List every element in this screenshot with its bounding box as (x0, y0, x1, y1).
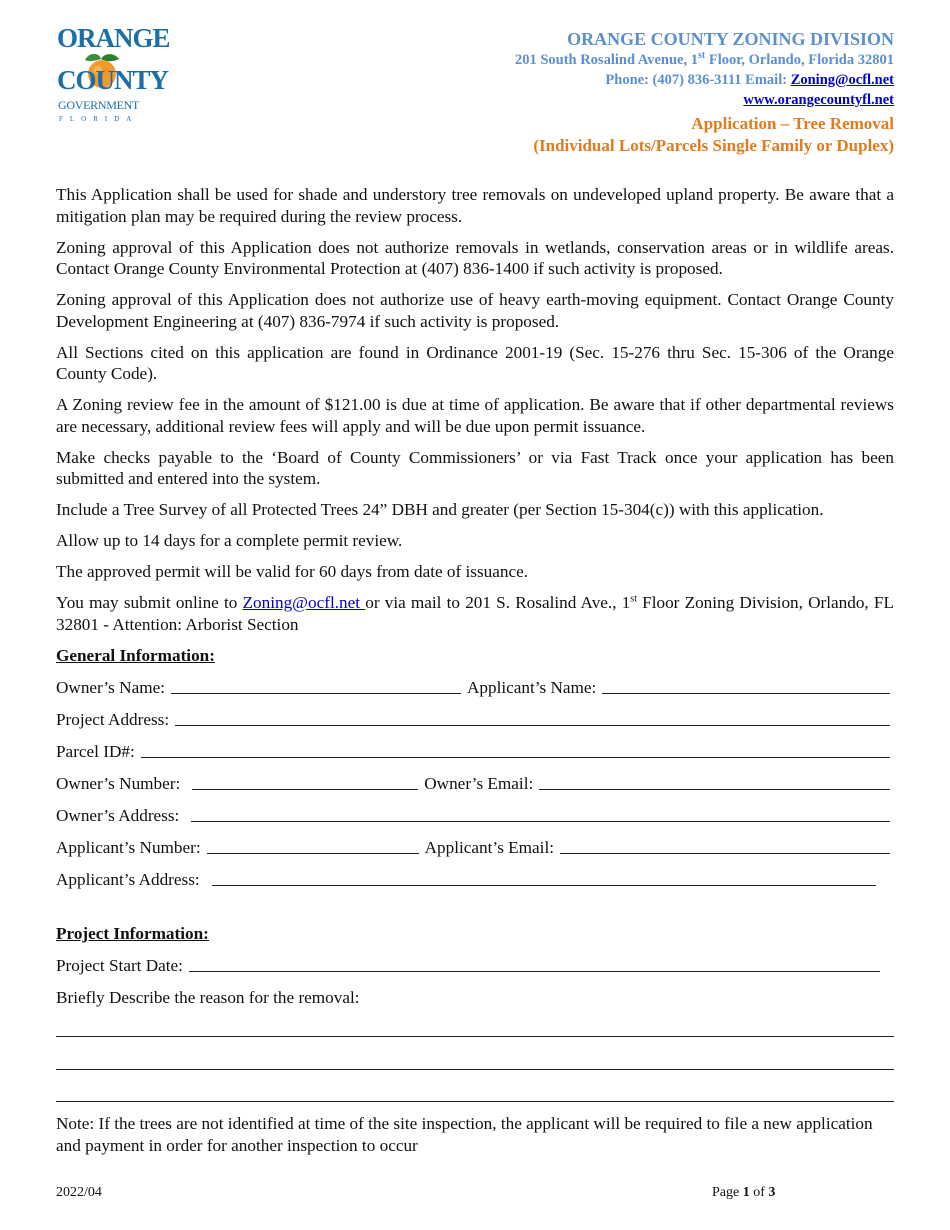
general-information-heading: General Information: (56, 646, 215, 665)
instruction-paragraph: This Application shall be used for shade and understory tree removals on undeveloped upland property. Be aware that a mitigation plan may be required during the review process. (56, 185, 894, 226)
project-address-field[interactable] (175, 724, 890, 726)
instruction-paragraph: A Zoning review fee in the amount of $121.00 is due at time of application. Be aware that if other departmental reviews are necessary, additional review fees will apply and will be due upon permit issuance. (56, 395, 894, 436)
owner-name-field[interactable] (171, 692, 461, 694)
owner-address-field[interactable] (191, 820, 890, 822)
owner-number-label: Owner’s Number: (56, 774, 181, 793)
website-line (515, 90, 894, 110)
applicant-name-field[interactable] (602, 692, 890, 694)
website-link[interactable]: www.orangecountyfl.net (743, 92, 894, 108)
submit-email-link[interactable]: Zoning@ocfl.net (242, 593, 366, 612)
removal-reason-line-3[interactable] (56, 1101, 894, 1102)
instruction-paragraph: Zoning approval of this Application does not authorize use of heavy earth-moving equipment. Contact Orange County Development Engineering at (407) 836-7974 if such activity is proposed. (56, 290, 894, 331)
applicant-email-label: Applicant’s Email: (424, 838, 554, 857)
instruction-paragraph: Zoning approval of this Application does not authorize removals in wetlands, conservation areas or in wildlife areas. Contact Orange County Environmental Protection at (407) 836-1400 if such activity is proposed. (56, 237, 894, 278)
project-information-heading: Project Information: (56, 924, 209, 943)
applicant-email-field[interactable] (560, 852, 890, 854)
project-start-date-row (56, 944, 896, 976)
logo-word-county: COUNTY (57, 65, 169, 95)
division-name: ORANGE COUNTY ZONING DIVISION (567, 29, 894, 49)
inspection-note: Note: If the trees are not identified at time of the site inspection, the applicant will be required to file a new application and payment in order for another inspection to occur (56, 1114, 873, 1155)
owner-contact-row (56, 762, 896, 794)
page-number: Page 1 of 3 (712, 1185, 776, 1200)
owner-name-label: Owner’s Name: (56, 678, 165, 697)
owner-address-row (56, 794, 896, 826)
division-address: 201 South Rosalind Avenue, 1st Floor, Orlando, Florida 32801 (514, 50, 894, 68)
owner-email-label: Owner’s Email: (424, 774, 534, 793)
applicant-address-label: Applicant’s Address: (56, 870, 200, 889)
submit-instructions: You may submit online to Zoning@ocfl.net or via mail to 201 S. Rosalind Ave., 1st Floor Zoning Division, Orlando, FL 32801 - Attention: Arborist Section (56, 593, 894, 634)
parcel-id-field[interactable] (141, 756, 890, 758)
instruction-paragraph: The approved permit will be valid for 60 days from date of issuance. (56, 562, 529, 581)
applicant-address-field[interactable] (212, 884, 876, 886)
applicant-number-field[interactable] (207, 852, 419, 854)
removal-reason-row (56, 976, 896, 1008)
logo-word-orange: ORANGE (57, 23, 170, 53)
logo-word-government: GOVERNMENT (58, 98, 139, 112)
division-header (515, 28, 894, 157)
project-start-date-field[interactable] (189, 970, 880, 972)
removal-reason-line-2[interactable] (56, 1069, 894, 1070)
application-subtitle: (Individual Lots/Parcels Single Family or Duplex) (533, 136, 894, 155)
project-information-section (56, 918, 896, 1008)
removal-reason-line-1[interactable] (56, 1036, 894, 1037)
project-start-date-label: Project Start Date: (56, 956, 183, 975)
project-address-row (56, 698, 896, 730)
zoning-email-link[interactable]: Zoning@ocfl.net (790, 72, 894, 88)
project-address-label: Project Address: (56, 710, 170, 729)
applicant-contact-row (56, 826, 896, 858)
applicant-address-row (56, 858, 896, 890)
general-information-section (56, 640, 896, 890)
logo-word-florida: FLORIDA (59, 115, 139, 123)
instruction-paragraph: Make checks payable to the ‘Board of County Commissioners’ or via Fast Track once your application has been submitted and entered into the system. (56, 447, 894, 488)
revision-date: 2022/04 (56, 1185, 102, 1200)
applicant-number-label: Applicant’s Number: (56, 838, 201, 857)
instructions (56, 184, 894, 645)
parcel-id-row (56, 730, 896, 762)
removal-reason-label: Briefly Describe the reason for the removal: (56, 988, 360, 1007)
instruction-paragraph: Include a Tree Survey of all Protected Trees 24” DBH and greater (per Section 15-304(c)) with this application. (56, 500, 824, 519)
owner-number-field[interactable] (192, 788, 418, 790)
instruction-paragraph: All Sections cited on this application are found in Ordinance 2001-19 (Sec. 15-276 thru Sec. 15-306 of the Orange County Code). (56, 342, 894, 383)
owner-applicant-name-row (56, 666, 896, 698)
owner-address-label: Owner’s Address: (56, 806, 180, 825)
instruction-paragraph: Allow up to 14 days for a complete permit review. (56, 531, 403, 550)
parcel-id-label: Parcel ID#: (56, 742, 135, 761)
orange-county-logo (57, 23, 170, 126)
application-title: Application – Tree Removal (691, 114, 894, 133)
division-contact: Phone: (407) 836-3111 Email: Zoning@ocfl.net (605, 72, 894, 88)
owner-email-field[interactable] (539, 788, 890, 790)
applicant-name-label: Applicant’s Name: (466, 678, 597, 697)
